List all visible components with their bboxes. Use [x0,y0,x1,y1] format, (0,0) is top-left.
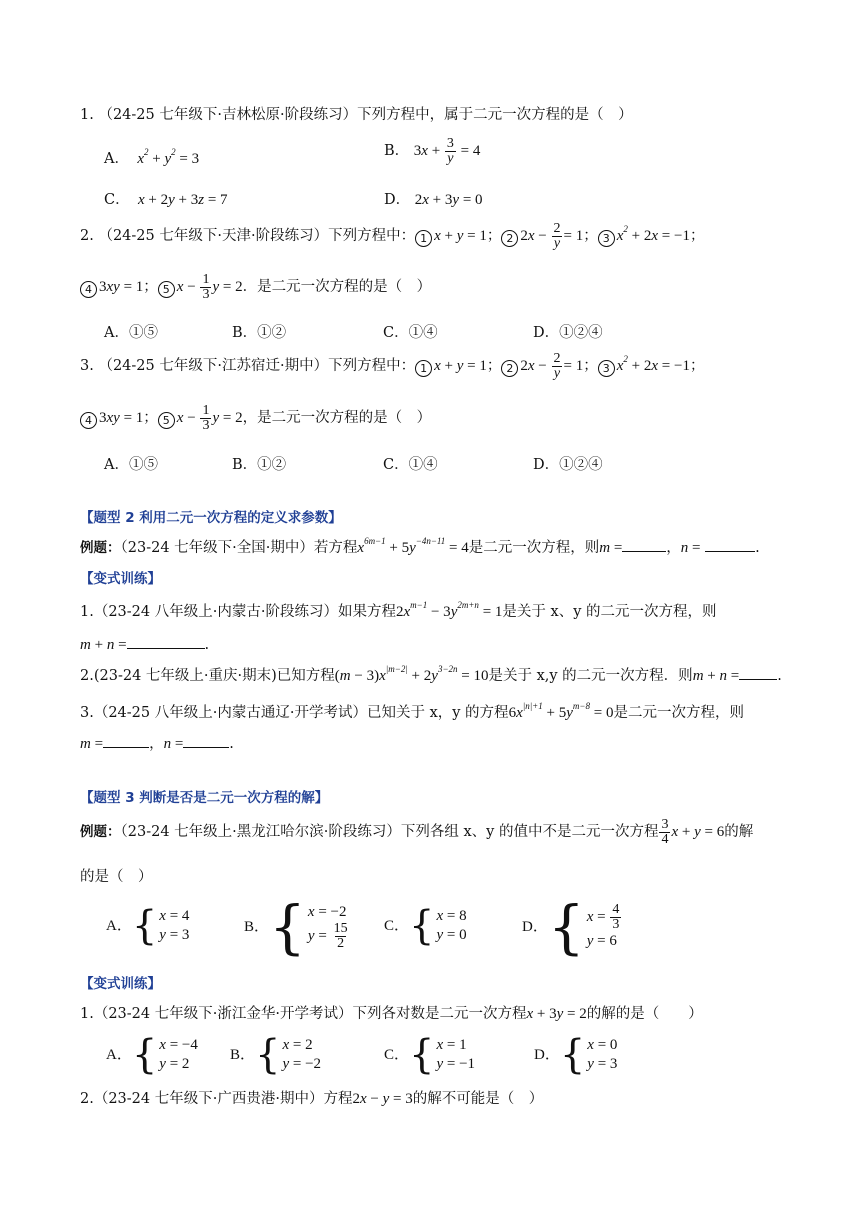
type2-variant-3: 3.（24-25 八年级上·内蒙古通辽·开学考试）已知关于 x，y 的方程$6x^{|n|+1} + 5y^{m-8} = 0$是二元一次方程，则 [80,701,744,721]
q3-option-c[interactable]: C．①④ [383,457,438,473]
type2-variant-2: 2.(23-24 七年级上·重庆·期末)已知方程$(m - 3)x^{|m-2|} + 2y^{3-2n} = 10$是关于 x,y 的二元一次方程．则m + n = . [80,664,782,684]
question-source: （24-25 七年级下·吉林松原·阶段练习） [98,107,358,123]
q3-option-d[interactable]: D．①②④ [533,457,603,473]
q2-option-d[interactable]: D．①②④ [533,325,603,341]
type3-example-option-c[interactable]: C． { x = 8 y = 0 [384,903,467,949]
question-1 [80,106,633,124]
type3-example-line2: 的是（ ） [80,869,153,885]
question-number: 1. [80,107,94,123]
type2-variant-1-line2: m + n = . [80,637,210,653]
type2-example: 例题：（23-24 七年级下·全国·期中）若方程$x^{6m-1} + 5y^{-4n-11} = 4$是二元一次方程，则m = ，n = . [80,536,760,556]
q1-option-d[interactable]: D． 2x + 3y = 0 [384,192,483,208]
q1-option-b[interactable]: B． 3x + $\frac{3}{y}$ = 4 [384,136,481,166]
q2-option-c[interactable]: C．①④ [383,325,438,341]
q3-option-a[interactable]: A．①⑤ [104,457,158,473]
question-2-line2: 4 3xy = 1； 5 x − $\frac{1}{3}$ y = 2．是二元一次方程的是（ ） [80,273,431,302]
type2-variant-3-line2: m = ，n = . [80,736,234,752]
q1-option-c[interactable]: C． x + 2y + 3z = 7 [104,192,228,208]
type3-variant-1: 1.（23-24 七年级下·浙江金华·开学考试）下列各对数是二元一次方程x + 3y = 2的解的是（ ） [80,1006,703,1022]
type3-variant1-option-c[interactable]: C． { x = 1 y = −1 [384,1032,476,1078]
variant-heading-type3: 【变式训练】 [80,976,161,992]
q2-option-a[interactable]: A．①⑤ [104,325,158,341]
question-2: 2. （24-25 七年级下·天津·阶段练习）下列方程中： 1 x + y = 1； 2 2x − $\frac{2}{y}$ = 1； 3 $x^2 + 2x = -1$； [80,221,705,251]
type3-variant1-option-d[interactable]: D． { x = 0 y = 3 [534,1032,618,1078]
type3-example-option-d[interactable]: D． { x = $\frac{4}{3}$ y = 6 [522,893,620,961]
q1-option-a[interactable]: A． $x^2 + y^2 = 3$ [104,147,200,167]
section-heading-type2: 【题型 2 利用二元一次方程的定义求参数】 [80,510,342,526]
type3-variant1-option-a[interactable]: A． { x = −4 y = 2 [106,1032,198,1078]
type3-variant-2: 2.（23-24 七年级下·广西贵港·期中）方程2x − y = 3的解不可能是（ ） [80,1091,544,1107]
q3-option-b[interactable]: B．①② [232,457,287,473]
variant-heading-type2: 【变式训练】 [80,571,161,587]
type3-example-option-b[interactable]: B． { x = −2 y = $\frac{15}{2}$ [244,893,348,961]
type3-example-option-a[interactable]: A． { x = 4 y = 3 [106,903,190,949]
type3-example: 例题：（23-24 七年级上·黑龙江哈尔滨·阶段练习）下列各组 x、y 的值中不是二元一次方程 $\frac{3}{4}$ x + y = 6的解 [80,817,754,847]
type3-variant1-option-b[interactable]: B． { x = 2 y = −2 [230,1032,322,1078]
section-heading-type3: 【题型 3 判断是否是二元一次方程的解】 [80,790,329,806]
question-stem: 下列方程中，属于二元一次方程的是（ ） [357,107,633,123]
type2-variant-1: 1.（23-24 八年级上·内蒙古·阶段练习）如果方程$2x^{m-1} - 3y^{2m+n} = 1$是关于 x、y 的二元一次方程，则 [80,600,717,620]
question-3: 3. （24-25 七年级下·江苏宿迁·期中）下列方程中： 1 x + y = 1； 2 2x − $\frac{2}{y}$ = 1； 3 $x^2 + 2x = -1$； [80,351,705,381]
question-3-line2: 4 3xy = 1； 5 x − $\frac{1}{3}$ y = 2，是二元一次方程的是（ ） [80,404,431,433]
q2-option-b[interactable]: B．①② [232,325,287,341]
